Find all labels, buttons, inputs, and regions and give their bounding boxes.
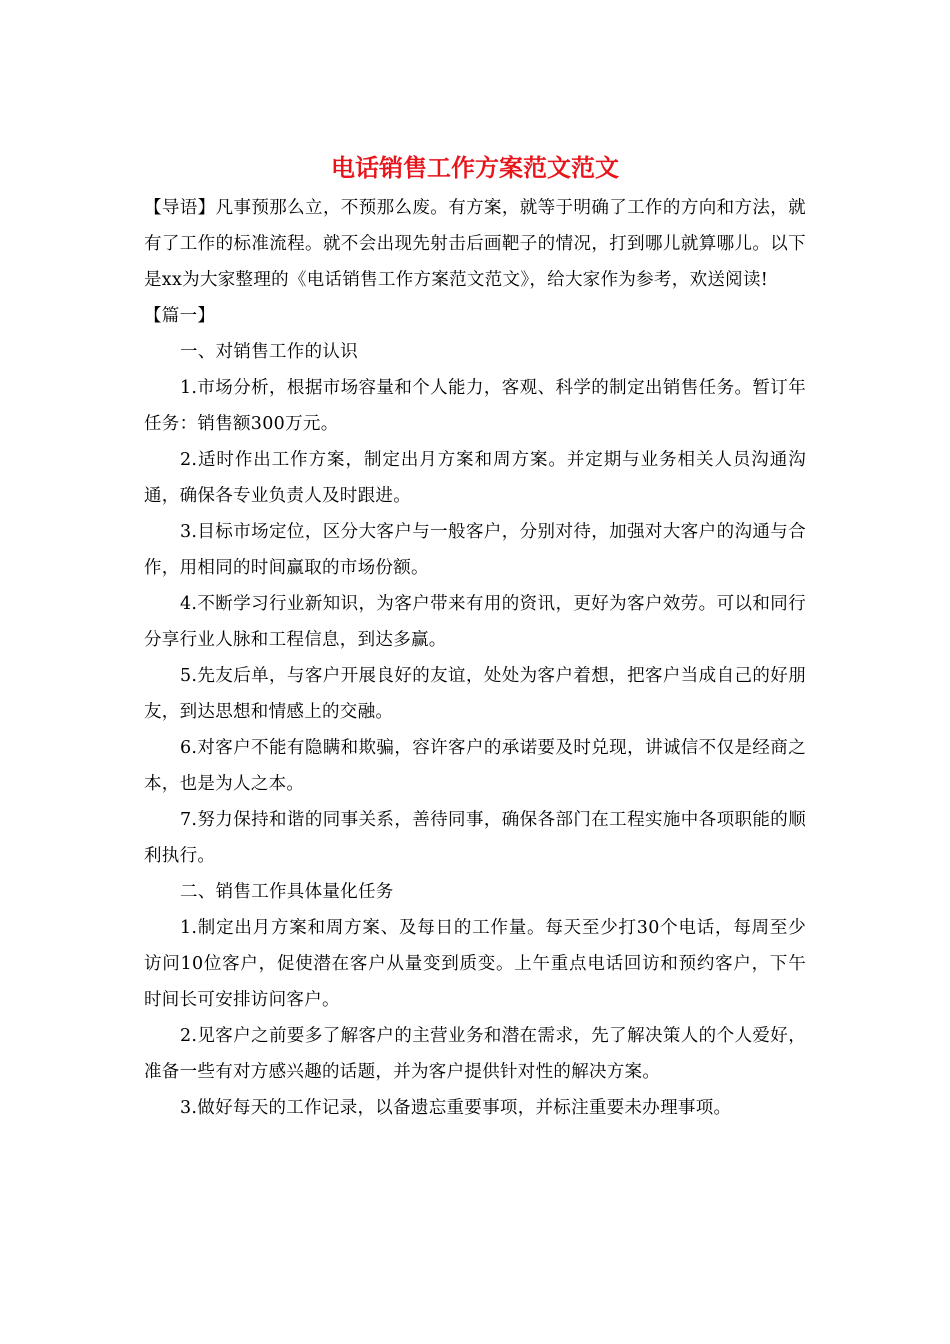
list-item-1-6: 6.对客户不能有隐瞒和欺骗，容许客户的承诺要及时兑现，讲诚信不仅是经商之本，也是为人之本。	[144, 738, 806, 794]
section-heading-part-one: 【篇一】	[144, 306, 216, 326]
intro-paragraph: 【导语】凡事预那么立，不预那么废。有方案，就等于明确了工作的方向和方法，就有了工作的标准流程。就不会出现先射击后画靶子的情况，打到哪儿就算哪儿。以下是xx为大家整理的《电话销售工作方案范文范文》，给大家作为参考，欢送阅读!	[144, 198, 806, 290]
document-body	[144, 190, 806, 1126]
list-item-2-2: 2.见客户之前要多了解客户的主营业务和潜在需求，先了解决策人的个人爱好，准备一些有对方感兴趣的话题，并为客户提供针对性的解决方案。	[144, 1026, 806, 1082]
list-item-2-3: 3.做好每天的工作记录，以备遗忘重要事项，并标注重要未办理事项。	[180, 1098, 732, 1118]
subsection-heading-1: 一、对销售工作的认识	[180, 342, 358, 362]
subsection-heading-2: 二、销售工作具体量化任务	[180, 882, 394, 902]
list-item-1-2: 2.适时作出工作方案，制定出月方案和周方案。并定期与业务相关人员沟通沟通，确保各专业负责人及时跟进。	[144, 450, 806, 506]
list-item-2-1: 1.制定出月方案和周方案、及每日的工作量。每天至少打30个电话，每周至少访问10位客户，促使潜在客户从量变到质变。上午重点电话回访和预约客户，下午时间长可安排访问客户。	[144, 918, 806, 1010]
list-item-1-1: 1.市场分析，根据市场容量和个人能力，客观、科学的制定出销售任务。暂订年任务：销售额300万元。	[144, 378, 806, 434]
list-item-1-5: 5.先友后单，与客户开展良好的友谊，处处为客户着想，把客户当成自己的好朋友，到达思想和情感上的交融。	[144, 666, 806, 722]
document-title: 电话销售工作方案范文范文	[331, 153, 619, 182]
list-item-1-7: 7.努力保持和谐的同事关系，善待同事，确保各部门在工程实施中各项职能的顺利执行。	[144, 810, 806, 866]
list-item-1-4: 4.不断学习行业新知识，为客户带来有用的资讯，更好为客户效劳。可以和同行分享行业人脉和工程信息，到达多赢。	[144, 594, 806, 650]
list-item-1-3: 3.目标市场定位，区分大客户与一般客户，分别对待，加强对大客户的沟通与合作，用相同的时间赢取的市场份额。	[144, 522, 806, 578]
